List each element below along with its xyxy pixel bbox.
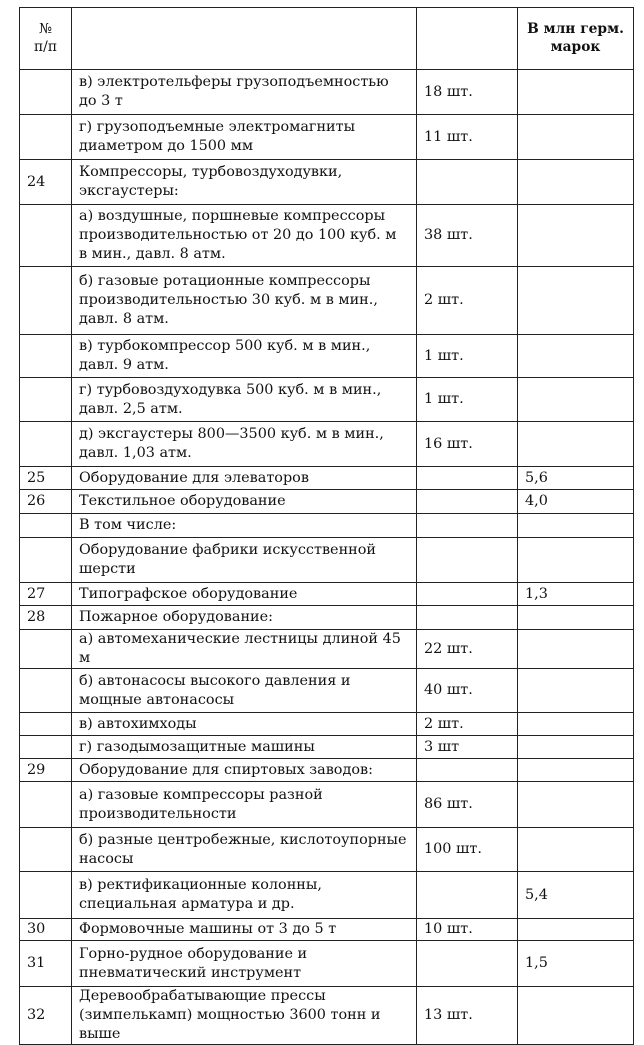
- row-name: б) автонасосы высокого давления и мощные автонасосы: [72, 669, 417, 713]
- row-num: [20, 422, 72, 467]
- table-row: [20, 987, 634, 1045]
- row-value: [518, 987, 634, 1045]
- row-num: [20, 205, 72, 267]
- row-value: [518, 919, 634, 941]
- row-num: 27: [20, 583, 72, 606]
- row-name: а) автомеханические лестницы длиной 45 м: [72, 630, 417, 669]
- row-name: Компрессоры, турбовоздуходувки, эксгаустеры:: [72, 160, 417, 205]
- row-num: 28: [20, 606, 72, 630]
- row-value: [518, 630, 634, 669]
- table-row: [20, 828, 634, 872]
- row-name: д) эксгаустеры 800—3500 куб. м в мин., давл. 1,03 атм.: [72, 422, 417, 467]
- row-num: [20, 267, 72, 335]
- row-num: 31: [20, 941, 72, 987]
- table-row: [20, 606, 634, 630]
- row-value: [518, 378, 634, 422]
- row-num: [20, 872, 72, 919]
- row-num: 29: [20, 759, 72, 782]
- row-num: 32: [20, 987, 72, 1045]
- row-value: [518, 782, 634, 828]
- row-name: в) электротельферы грузоподъемностью до 3 т: [72, 70, 417, 115]
- row-name: в) ректификационные колонны, специальная арматура и др.: [72, 872, 417, 919]
- row-value: [518, 160, 634, 205]
- row-qty: 13 шт.: [417, 987, 518, 1045]
- row-value: [518, 267, 634, 335]
- row-num: [20, 713, 72, 736]
- row-name: а) газовые компрессоры разной производительности: [72, 782, 417, 828]
- row-num: 25: [20, 467, 72, 490]
- row-qty: 40 шт.: [417, 669, 518, 713]
- row-num: [20, 378, 72, 422]
- row-qty: [417, 606, 518, 630]
- row-value: 5,6: [518, 467, 634, 490]
- row-num: [20, 70, 72, 115]
- row-num: [20, 736, 72, 759]
- table-row: [20, 115, 634, 160]
- row-value: [518, 828, 634, 872]
- row-num: [20, 782, 72, 828]
- row-qty: 18 шт.: [417, 70, 518, 115]
- header-value: В млн герм. марок: [518, 8, 634, 70]
- row-name: Деревообрабатывающие прессы (зимпелькамп) мощностью 3600 тонн и выше: [72, 987, 417, 1045]
- row-name: в) турбокомпрессор 500 куб. м в мин., давл. 9 атм.: [72, 335, 417, 378]
- row-qty: 1 шт.: [417, 335, 518, 378]
- table-row: [20, 583, 634, 606]
- row-value: [518, 115, 634, 160]
- row-qty: 22 шт.: [417, 630, 518, 669]
- row-name: г) газодымозащитные машины: [72, 736, 417, 759]
- row-name: Оборудование для элеваторов: [72, 467, 417, 490]
- table-row: [20, 70, 634, 115]
- table-row: [20, 422, 634, 467]
- row-num: [20, 115, 72, 160]
- row-value: [518, 70, 634, 115]
- table-row: [20, 872, 634, 919]
- row-name: Горно-рудное оборудование и пневматический инструмент: [72, 941, 417, 987]
- row-name: Оборудование фабрики искусственной шерсти: [72, 538, 417, 583]
- row-value: [518, 736, 634, 759]
- table-row: [20, 538, 634, 583]
- row-qty: 86 шт.: [417, 782, 518, 828]
- row-qty: 11 шт.: [417, 115, 518, 160]
- row-value: [518, 713, 634, 736]
- row-qty: [417, 160, 518, 205]
- row-value: [518, 606, 634, 630]
- row-num: 24: [20, 160, 72, 205]
- row-value: [518, 759, 634, 782]
- row-num: [20, 335, 72, 378]
- header-name: [72, 8, 417, 70]
- table-row: [20, 378, 634, 422]
- table-row: [20, 736, 634, 759]
- row-qty: [417, 467, 518, 490]
- row-name: Оборудование для спиртовых заводов:: [72, 759, 417, 782]
- table-row: [20, 713, 634, 736]
- row-value: [518, 538, 634, 583]
- equipment-table: [19, 7, 634, 1045]
- row-qty: [417, 538, 518, 583]
- row-value: 1,5: [518, 941, 634, 987]
- row-qty: 2 шт.: [417, 713, 518, 736]
- row-value: 1,3: [518, 583, 634, 606]
- row-num: [20, 514, 72, 538]
- row-name: Пожарное оборудование:: [72, 606, 417, 630]
- table-row: [20, 467, 634, 490]
- row-qty: [417, 941, 518, 987]
- row-qty: 1 шт.: [417, 378, 518, 422]
- row-qty: [417, 759, 518, 782]
- row-value: 5,4: [518, 872, 634, 919]
- row-value: 4,0: [518, 490, 634, 514]
- row-name: в) автохимходы: [72, 713, 417, 736]
- row-name: г) грузоподъемные электромагниты диаметром до 1500 мм: [72, 115, 417, 160]
- row-qty: 10 шт.: [417, 919, 518, 941]
- row-qty: 3 шт: [417, 736, 518, 759]
- row-num: [20, 538, 72, 583]
- row-name: В том числе:: [72, 514, 417, 538]
- row-qty: 2 шт.: [417, 267, 518, 335]
- table-row: [20, 630, 634, 669]
- table-row: [20, 490, 634, 514]
- row-num: [20, 828, 72, 872]
- row-name: Текстильное оборудование: [72, 490, 417, 514]
- row-value: [518, 669, 634, 713]
- row-qty: [417, 514, 518, 538]
- row-num: 30: [20, 919, 72, 941]
- row-value: [518, 205, 634, 267]
- row-qty: 100 шт.: [417, 828, 518, 872]
- row-qty: [417, 872, 518, 919]
- row-value: [518, 422, 634, 467]
- header-num: № п/п: [20, 8, 72, 70]
- table-row: [20, 335, 634, 378]
- table-row: [20, 759, 634, 782]
- row-qty: [417, 490, 518, 514]
- table-row: [20, 267, 634, 335]
- row-qty: 38 шт.: [417, 205, 518, 267]
- row-num: [20, 630, 72, 669]
- table-row: [20, 205, 634, 267]
- table-row: [20, 669, 634, 713]
- row-qty: 16 шт.: [417, 422, 518, 467]
- table-row: [20, 160, 634, 205]
- row-value: [518, 335, 634, 378]
- table-header-row: [20, 8, 634, 70]
- row-name: г) турбовоздуходувка 500 куб. м в мин., давл. 2,5 атм.: [72, 378, 417, 422]
- table-row: [20, 782, 634, 828]
- row-num: [20, 669, 72, 713]
- row-name: б) газовые ротационные компрессоры производительностью 30 куб. м в мин., давл. 8 атм.: [72, 267, 417, 335]
- table-row: [20, 514, 634, 538]
- row-qty: [417, 583, 518, 606]
- table-row: [20, 919, 634, 941]
- row-name: Типографское оборудование: [72, 583, 417, 606]
- row-value: [518, 514, 634, 538]
- table-row: [20, 941, 634, 987]
- row-name: а) воздушные, поршневые компрессоры производительностью от 20 до 100 куб. м в мин., давл. 8 атм.: [72, 205, 417, 267]
- row-name: б) разные центробежные, кислотоупорные насосы: [72, 828, 417, 872]
- header-qty: [417, 8, 518, 70]
- row-name: Формовочные машины от 3 до 5 т: [72, 919, 417, 941]
- row-num: 26: [20, 490, 72, 514]
